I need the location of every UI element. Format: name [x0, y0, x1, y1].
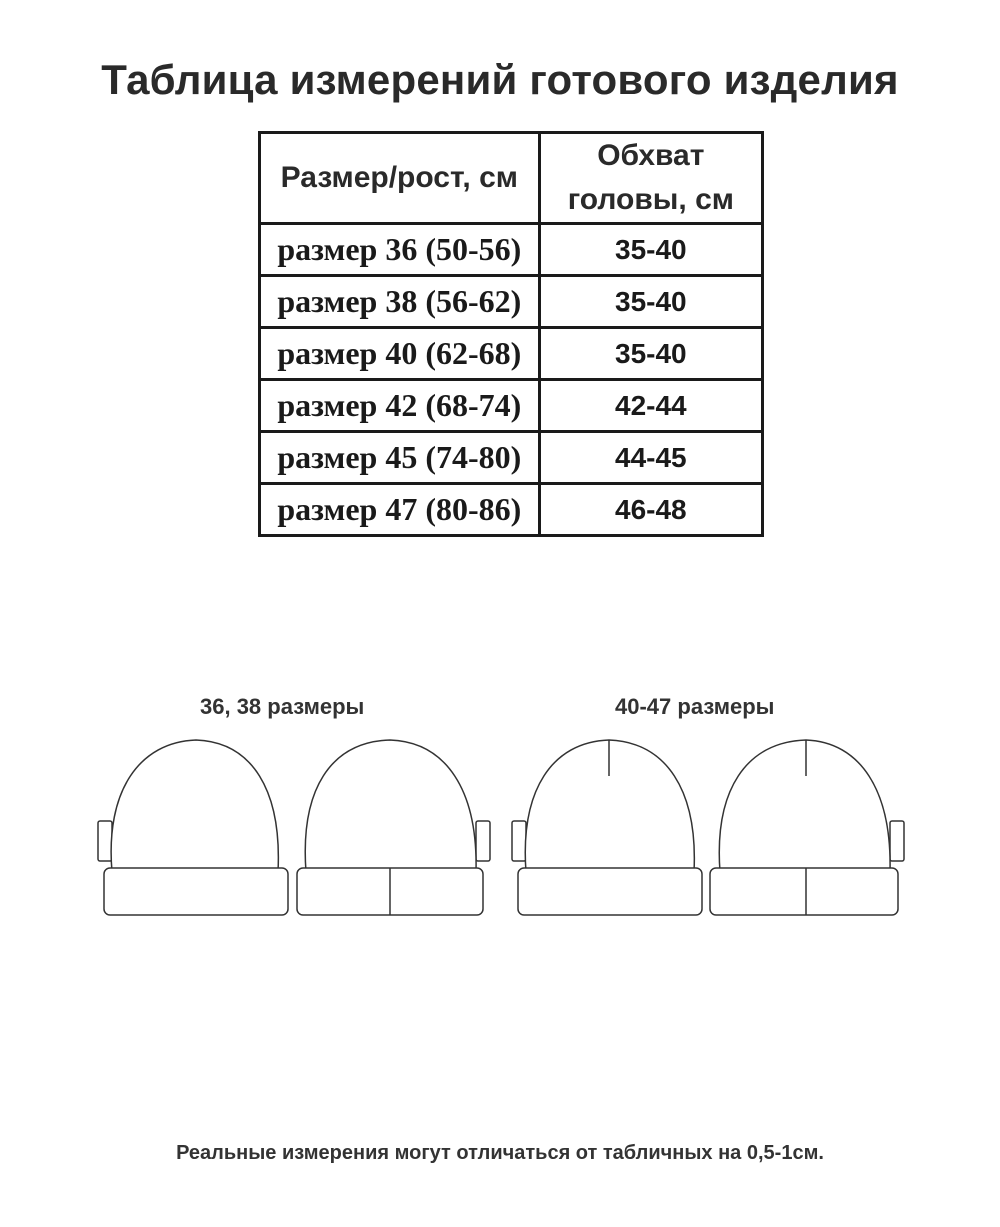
- size-cell: размер 36 (50-56): [260, 224, 540, 276]
- header-size-height: Размер/рост, см: [260, 133, 540, 224]
- measurement-note: Реальные измерения могут отличаться от табличных на 0,5-1см.: [176, 1142, 824, 1164]
- size-cell: размер 47 (80-86): [260, 484, 540, 536]
- beanie-back-icon: [297, 740, 490, 915]
- size-cell: размер 42 (68-74): [260, 380, 540, 432]
- head-cell: 35-40: [539, 224, 762, 276]
- head-cell: 44-45: [539, 432, 762, 484]
- size-cell: размер 40 (62-68): [260, 328, 540, 380]
- size-cell: размер 45 (74-80): [260, 432, 540, 484]
- beanie-front-icon: [98, 740, 288, 915]
- header-head-line1: Обхват: [597, 139, 705, 172]
- beanie-seam-front-icon: [512, 740, 702, 915]
- size-cell: размер 38 (56-62): [260, 276, 540, 328]
- head-cell: 35-40: [539, 328, 762, 380]
- caption-small-sizes: 36, 38 размеры: [200, 694, 365, 719]
- head-cell: 42-44: [539, 380, 762, 432]
- page-title: Таблица измерений готового изделия: [101, 56, 899, 103]
- head-cell: 35-40: [539, 276, 762, 328]
- head-cell: 46-48: [539, 484, 762, 536]
- beanie-seam-back-icon: [710, 740, 904, 915]
- header-head-line2: головы, см: [567, 183, 734, 216]
- caption-large-sizes: 40-47 размеры: [615, 694, 775, 719]
